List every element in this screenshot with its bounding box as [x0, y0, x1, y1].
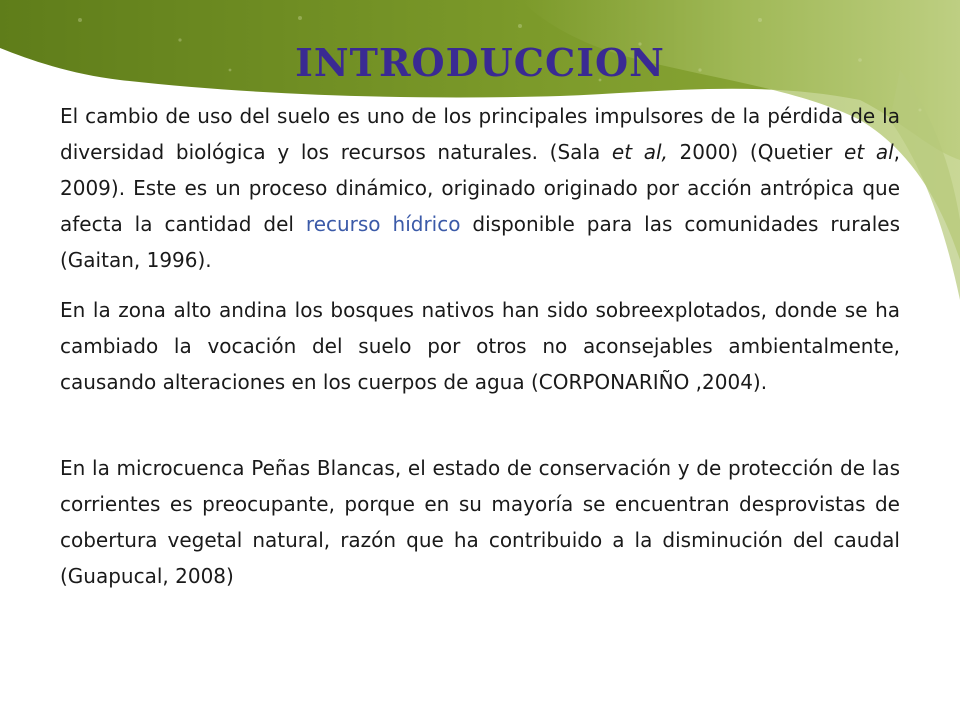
- paragraph-3: En la microcuenca Peñas Blancas, el estado de conservación y de protección de las corrientes es preocupante, porque en su mayoría se encuentran desprovistas de cobertura vegetal natural, razón que ha contribuido a la disminución del caudal (Guapucal, 2008): [60, 456, 900, 588]
- paragraph-1: [60, 98, 900, 278]
- paragraph-1-text-a: El cambio de uso del suelo es uno de los principales impulsores de la pérdida de la diversidad biológica y los recursos naturales. (Sala: [60, 104, 900, 164]
- paragraph-1-text-b: 2000) (Quetier: [667, 140, 845, 164]
- slide-body: [60, 98, 900, 594]
- citation-et-al-2: et al: [844, 140, 894, 164]
- citation-et-al-1: et al,: [611, 140, 668, 164]
- paragraph-1-text-d: disponible para las comunidades rurales (Gaitan, 1996).: [60, 212, 900, 272]
- recurso-hidrico-link[interactable]: recurso hídrico: [305, 212, 461, 236]
- paragraph-1-text-c: , 2009). Este es un proceso dinámico, originado originado por acción antrópica que afecta la cantidad del: [60, 140, 900, 236]
- slide-title: INTRODUCCION: [295, 40, 665, 85]
- paragraph-2: En la zona alto andina los bosques nativos han sido sobreexplotados, donde se ha cambiado la vocación del suelo por otros no aconsejables ambientalmente, causando alteraciones en los cuerpos de agua (CORPONARIÑO ,2004).: [60, 298, 900, 394]
